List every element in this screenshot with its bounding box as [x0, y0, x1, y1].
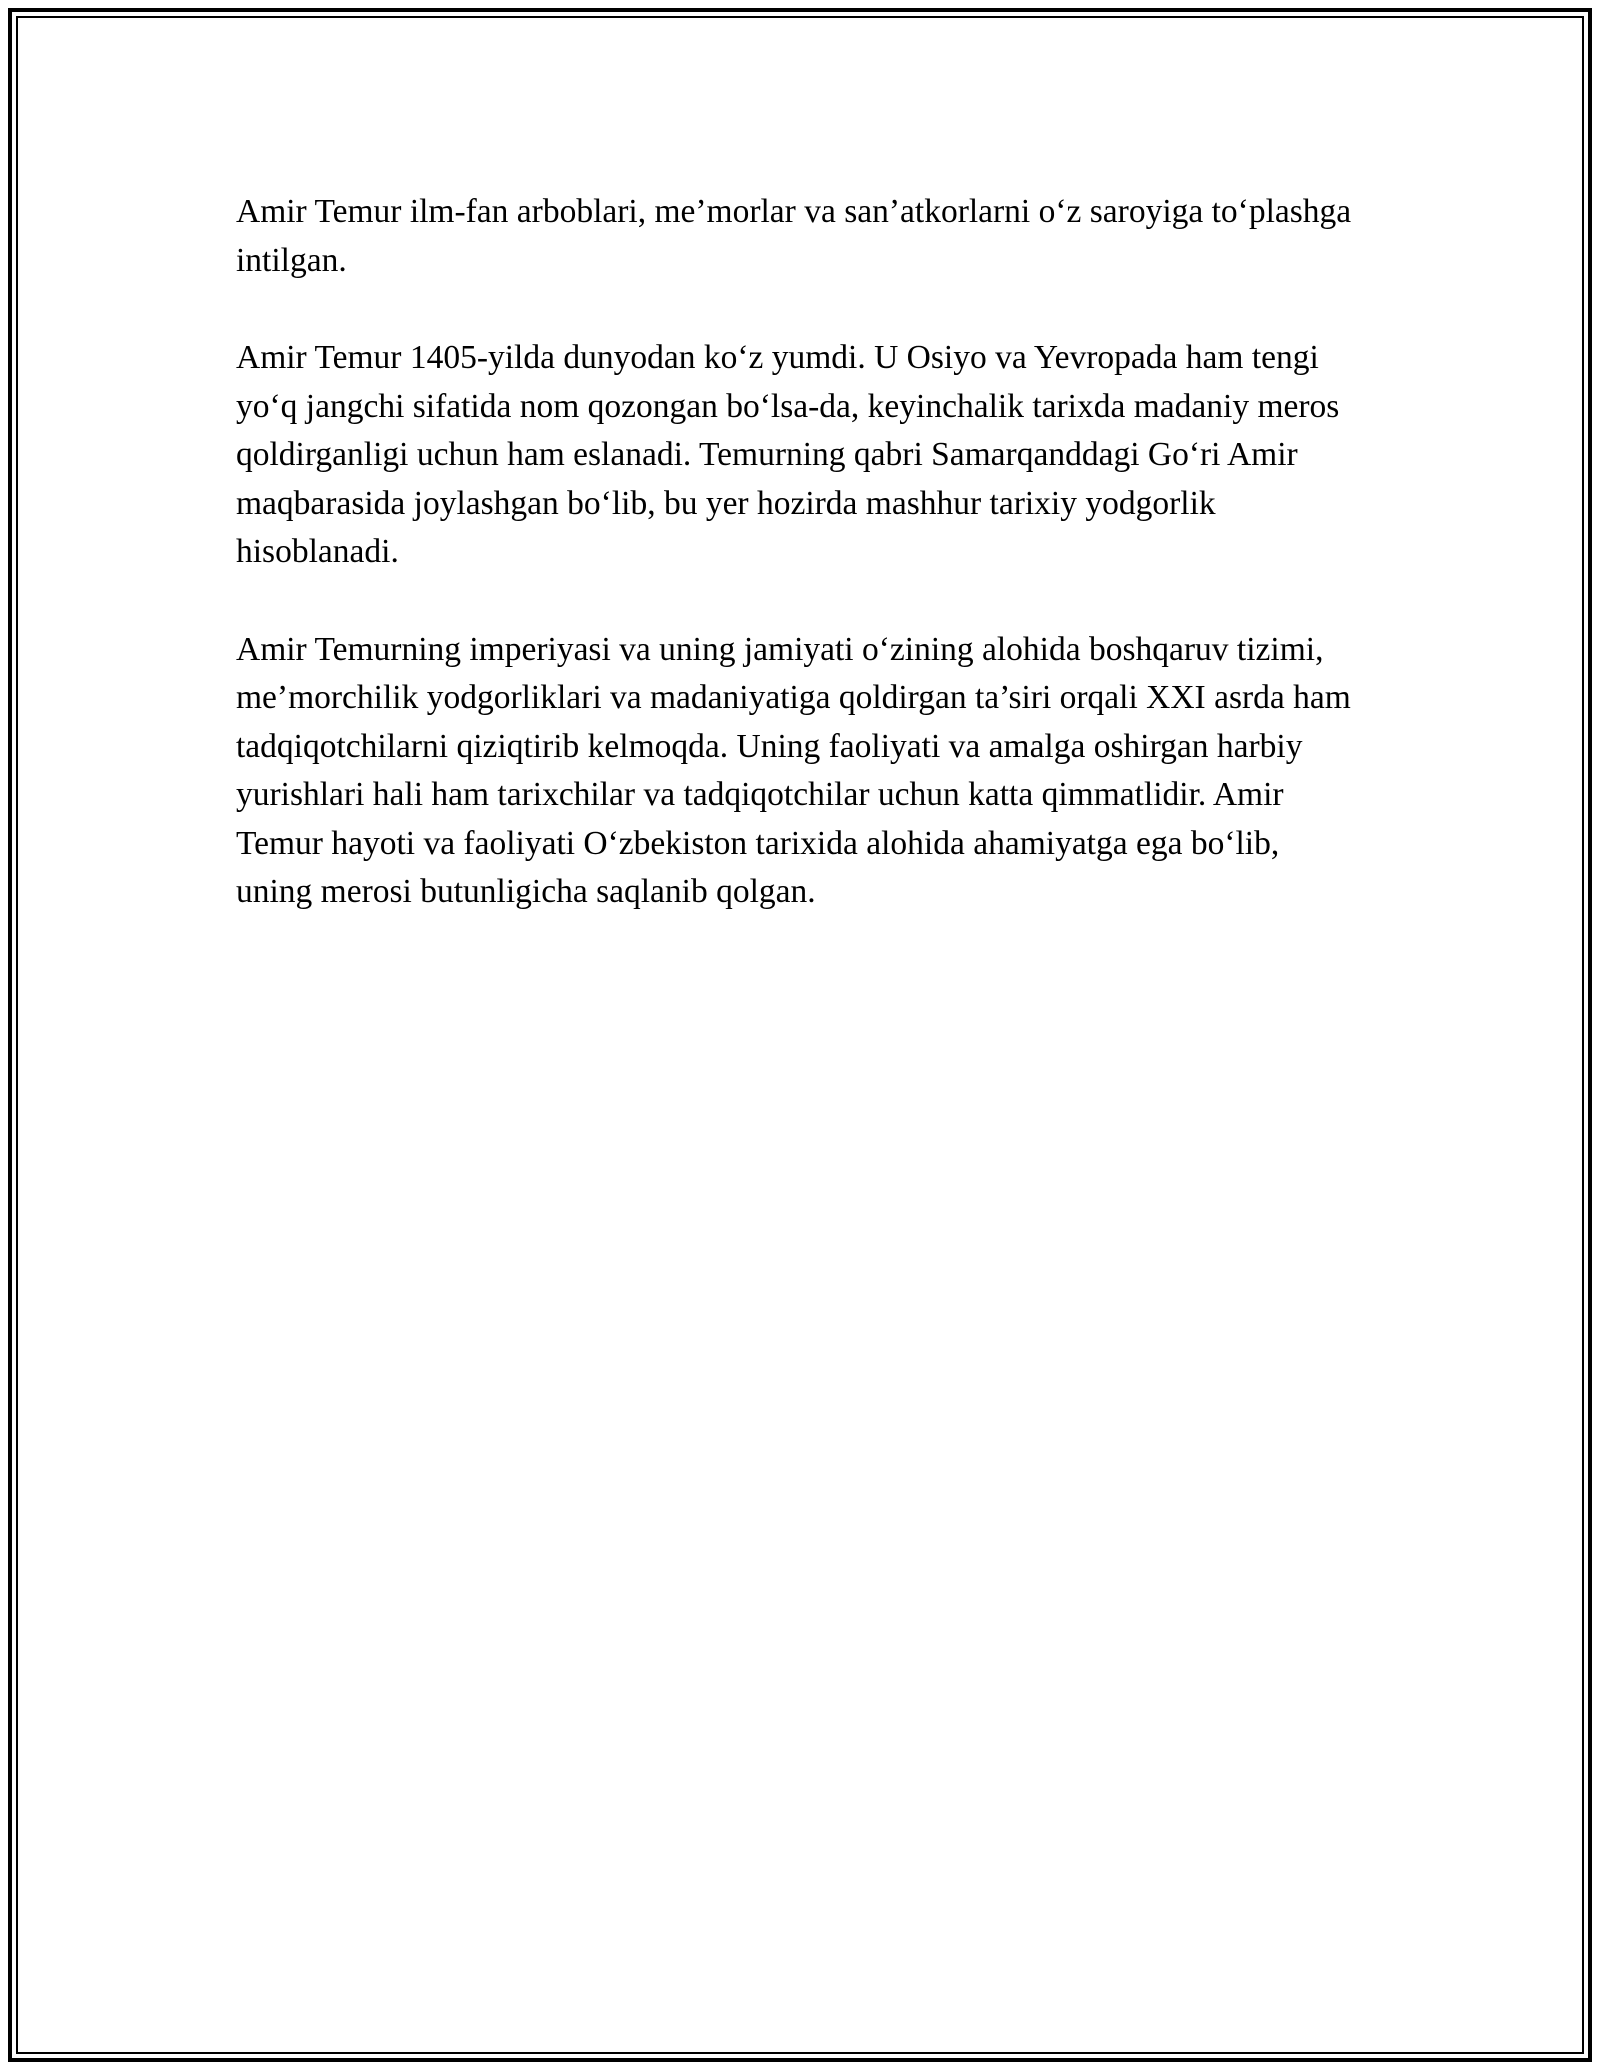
paragraph-1: Amir Temur ilm-fan arboblari, me’morlar va san’atkorlarni o‘z saroyiga to‘plashga intilgan.: [236, 193, 1352, 279]
paragraph-2: Amir Temur 1405-yilda dunyodan ko‘z yumdi. U Osiyo va Yevropada ham tengi yo‘q jangchi sifatida nom qozongan bo‘lsa-da, keyinchalik tarixda madaniy meros qoldirganligi uchun ham eslanadi. Temurning qabri Samarqanddagi Go‘ri Amir maqbarasida joylashgan bo‘lib, bu yer hozirda mashhur tarixiy yodgorlik hisoblanadi.: [236, 339, 1340, 570]
document-body: [236, 188, 1356, 966]
paragraph-3: Amir Temurning imperiyasi va uning jamiyati o‘zining alohida boshqaruv tizimi, me’morchilik yodgorliklari va madaniyatiga qoldirgan ta’siri orqali XXI asrda ham tadqiqotchilarni qiziqtirib kelmoqda. Uning faoliyati va amalga oshirgan harbiy yurishlari hali ham tarixchilar va tadqiqotchilar uchun katta qimmatlidir. Amir Temur hayoti va faoliyati O‘zbekiston tarixida alohida ahamiyatga ega bo‘lib, uning merosi butunligicha saqlanib qolgan.: [236, 630, 1351, 910]
